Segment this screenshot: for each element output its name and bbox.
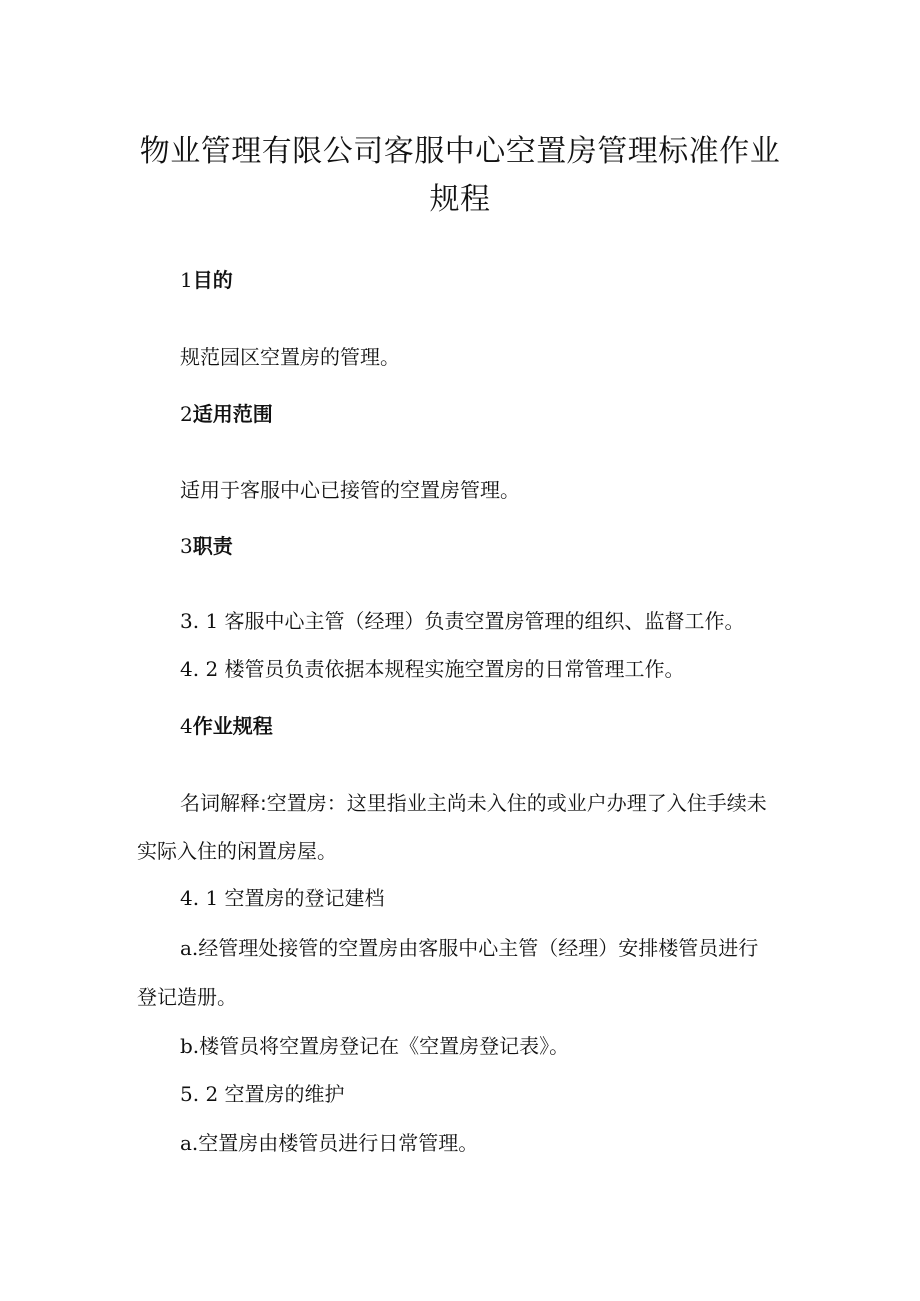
subsection-title: 空置房的登记建档: [224, 886, 385, 910]
item-text: 空置房由楼管员进行日常管理。: [198, 1131, 479, 1155]
subsection-number: 5. 2: [180, 1082, 219, 1106]
section-body-scope: 适用于客服中心已接管的空置房管理。: [180, 478, 520, 502]
section-number: 3: [180, 534, 193, 558]
definition-line-2: 实际入住的闲置房屋。: [137, 839, 337, 863]
paragraph-maintenance-a: [180, 1129, 478, 1157]
item-number: 3. 1: [180, 609, 219, 633]
item-number: 4. 2: [180, 657, 219, 681]
subsection-title: 空置房的维护: [224, 1082, 345, 1106]
item-text: 楼管员负责依据本规程实施空置房的日常管理工作。: [224, 657, 685, 681]
item-letter: a.: [180, 1131, 199, 1155]
section-heading-scope: [180, 400, 273, 428]
section-title: 职责: [192, 534, 233, 558]
section-number: 1: [180, 268, 193, 292]
paragraph-registration-a-line-2: 登记造册。: [137, 985, 237, 1009]
item-text: 经管理处接管的空置房由客服中心主管（经理）安排楼管员进行: [198, 936, 759, 960]
item-letter: b.: [180, 1034, 200, 1058]
list-item-responsibility-1: [180, 607, 745, 635]
item-letter: a.: [180, 936, 199, 960]
item-text: 楼管员将空置房登记在《空置房登记表》。: [199, 1034, 570, 1058]
subsection-heading-registration: [180, 884, 385, 912]
section-heading-procedure: [180, 712, 273, 740]
paragraph-registration-b: [180, 1032, 569, 1060]
definition-line-1: 名词解释:空置房：这里指业主尚未入住的或业户办理了入住手续未: [180, 791, 767, 815]
section-number: 4: [180, 714, 193, 738]
section-heading-purpose: [180, 266, 233, 294]
document-title: 物业管理有限公司客服中心空置房管理标准作业规程: [139, 134, 781, 217]
subsection-number: 4. 1: [180, 886, 219, 910]
section-title: 适用范围: [192, 402, 273, 426]
section-heading-responsibility: [180, 532, 233, 560]
section-number: 2: [180, 402, 193, 426]
section-title: 作业规程: [192, 714, 273, 738]
section-body-purpose: 规范园区空置房的管理。: [180, 345, 400, 369]
subsection-heading-maintenance: [180, 1080, 345, 1108]
paragraph-registration-a-line-1: [180, 934, 758, 962]
item-text: 客服中心主管（经理）负责空置房管理的组织、监督工作。: [224, 609, 745, 633]
list-item-responsibility-2: [180, 655, 685, 683]
section-title: 目的: [192, 268, 233, 292]
